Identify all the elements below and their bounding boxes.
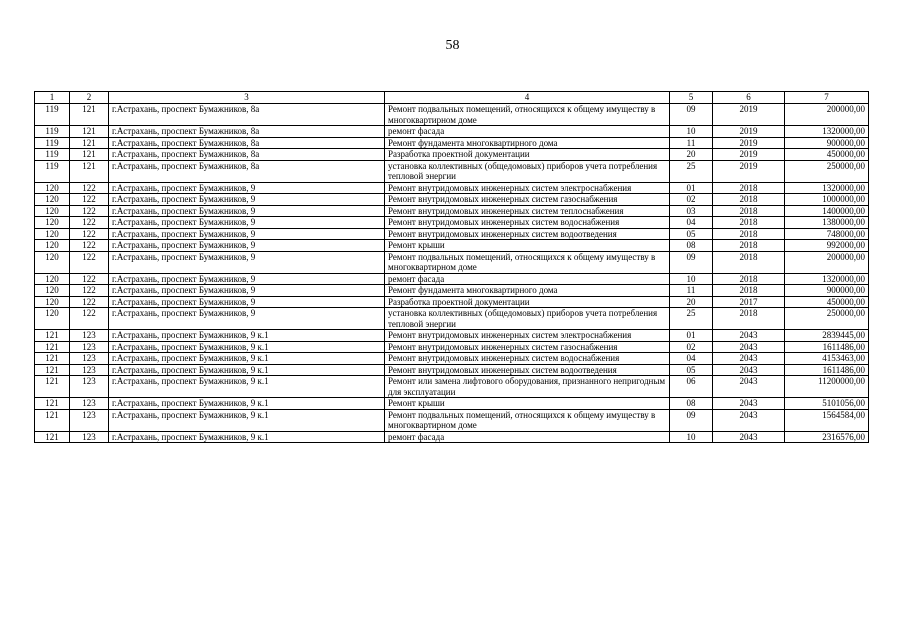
year-cell: 2018 (713, 308, 785, 330)
work-type-cell: Ремонт внутридомовых инженерных систем теплоснабжения (385, 205, 670, 217)
cost-cell: 2316576,00 (785, 431, 869, 443)
address-cell: г.Астрахань, проспект Бумажников, 9 (109, 285, 385, 297)
column-header-6: 6 (713, 92, 785, 104)
row-index-cell: 120 (35, 308, 70, 330)
year-cell: 2019 (713, 104, 785, 126)
table-row (35, 194, 869, 206)
work-code-cell: 20 (670, 149, 713, 161)
house-number-cell: 121 (70, 104, 109, 126)
row-index-cell: 119 (35, 104, 70, 126)
table-row (35, 182, 869, 194)
row-index-cell: 121 (35, 330, 70, 342)
row-index-cell: 120 (35, 273, 70, 285)
work-type-cell: установка коллективных (общедомовых) приборов учета потребления тепловой энергии (385, 308, 670, 330)
cost-cell: 250000,00 (785, 160, 869, 182)
table-row (35, 126, 869, 138)
address-cell: г.Астрахань, проспект Бумажников, 9 (109, 228, 385, 240)
work-code-cell: 08 (670, 240, 713, 252)
work-type-cell: установка коллективных (общедомовых) приборов учета потребления тепловой энергии (385, 160, 670, 182)
year-cell: 2019 (713, 137, 785, 149)
row-index-cell: 120 (35, 296, 70, 308)
house-number-cell: 123 (70, 431, 109, 443)
year-cell: 2018 (713, 205, 785, 217)
year-cell: 2043 (713, 376, 785, 398)
table-row (35, 353, 869, 365)
work-type-cell: Ремонт фундамента многоквартирного дома (385, 285, 670, 297)
house-number-cell: 123 (70, 353, 109, 365)
year-cell: 2043 (713, 330, 785, 342)
table-row (35, 341, 869, 353)
column-header-2: 2 (70, 92, 109, 104)
work-type-cell: Ремонт внутридомовых инженерных систем водоснабжения (385, 353, 670, 365)
table-row (35, 205, 869, 217)
year-cell: 2018 (713, 240, 785, 252)
address-cell: г.Астрахань, проспект Бумажников, 8а (109, 160, 385, 182)
work-code-cell: 08 (670, 398, 713, 410)
cost-cell: 5101056,00 (785, 398, 869, 410)
table-row (35, 228, 869, 240)
table-row (35, 160, 869, 182)
address-cell: г.Астрахань, проспект Бумажников, 9 (109, 217, 385, 229)
cost-cell: 1320000,00 (785, 273, 869, 285)
table-row (35, 104, 869, 126)
house-number-cell: 122 (70, 205, 109, 217)
cost-cell: 11200000,00 (785, 376, 869, 398)
house-number-cell: 122 (70, 240, 109, 252)
address-cell: г.Астрахань, проспект Бумажников, 9 к.1 (109, 431, 385, 443)
year-cell: 2018 (713, 228, 785, 240)
house-number-cell: 122 (70, 217, 109, 229)
table-row (35, 251, 869, 273)
row-index-cell: 119 (35, 160, 70, 182)
table-row (35, 376, 869, 398)
work-code-cell: 20 (670, 296, 713, 308)
work-type-cell: Ремонт подвальных помещений, относящихся к общему имуществу в многоквартирном доме (385, 251, 670, 273)
work-type-cell: Ремонт внутридомовых инженерных систем электроснабжения (385, 330, 670, 342)
address-cell: г.Астрахань, проспект Бумажников, 8а (109, 126, 385, 138)
work-type-cell: Ремонт подвальных помещений, относящихся к общему имуществу в многоквартирном доме (385, 409, 670, 431)
row-index-cell: 119 (35, 126, 70, 138)
table-row (35, 398, 869, 410)
work-code-cell: 04 (670, 217, 713, 229)
year-cell: 2043 (713, 353, 785, 365)
address-cell: г.Астрахань, проспект Бумажников, 9 к.1 (109, 376, 385, 398)
cost-cell: 200000,00 (785, 251, 869, 273)
cost-cell: 4153463,00 (785, 353, 869, 365)
address-cell: г.Астрахань, проспект Бумажников, 9 (109, 273, 385, 285)
work-type-cell: Ремонт крыши (385, 240, 670, 252)
work-code-cell: 09 (670, 409, 713, 431)
work-code-cell: 06 (670, 376, 713, 398)
work-code-cell: 01 (670, 182, 713, 194)
work-type-cell: Ремонт внутридомовых инженерных систем газоснабжения (385, 341, 670, 353)
cost-cell: 450000,00 (785, 149, 869, 161)
house-number-cell: 122 (70, 308, 109, 330)
work-type-cell: ремонт фасада (385, 126, 670, 138)
house-number-cell: 123 (70, 330, 109, 342)
year-cell: 2019 (713, 149, 785, 161)
row-index-cell: 120 (35, 228, 70, 240)
work-code-cell: 25 (670, 160, 713, 182)
row-index-cell: 121 (35, 398, 70, 410)
address-cell: г.Астрахань, проспект Бумажников, 9 к.1 (109, 364, 385, 376)
address-cell: г.Астрахань, проспект Бумажников, 8а (109, 149, 385, 161)
house-number-cell: 121 (70, 137, 109, 149)
address-cell: г.Астрахань, проспект Бумажников, 9 к.1 (109, 330, 385, 342)
work-type-cell: Разработка проектной документации (385, 149, 670, 161)
row-index-cell: 119 (35, 149, 70, 161)
row-index-cell: 121 (35, 409, 70, 431)
table-row (35, 308, 869, 330)
cost-cell: 1611486,00 (785, 341, 869, 353)
house-number-cell: 121 (70, 149, 109, 161)
work-code-cell: 10 (670, 273, 713, 285)
table-row (35, 273, 869, 285)
house-number-cell: 122 (70, 285, 109, 297)
cost-cell: 900000,00 (785, 285, 869, 297)
cost-cell: 748000,00 (785, 228, 869, 240)
cost-cell: 992000,00 (785, 240, 869, 252)
year-cell: 2043 (713, 409, 785, 431)
work-type-cell: Ремонт подвальных помещений, относящихся к общему имуществу в многоквартирном доме (385, 104, 670, 126)
table-row (35, 296, 869, 308)
cost-cell: 1380000,00 (785, 217, 869, 229)
year-cell: 2019 (713, 160, 785, 182)
work-type-cell: Ремонт фундамента многоквартирного дома (385, 137, 670, 149)
year-cell: 2018 (713, 251, 785, 273)
address-cell: г.Астрахань, проспект Бумажников, 9 к.1 (109, 353, 385, 365)
work-code-cell: 11 (670, 285, 713, 297)
year-cell: 2043 (713, 341, 785, 353)
work-type-cell: Ремонт внутридомовых инженерных систем водоснабжения (385, 217, 670, 229)
year-cell: 2018 (713, 273, 785, 285)
row-index-cell: 120 (35, 251, 70, 273)
cost-cell: 1000000,00 (785, 194, 869, 206)
table-row (35, 137, 869, 149)
row-index-cell: 119 (35, 137, 70, 149)
address-cell: г.Астрахань, проспект Бумажников, 9 (109, 182, 385, 194)
table-row (35, 217, 869, 229)
work-code-cell: 03 (670, 205, 713, 217)
column-header-7: 7 (785, 92, 869, 104)
row-index-cell: 121 (35, 376, 70, 398)
repair-registry-table (34, 91, 869, 443)
cost-cell: 1320000,00 (785, 182, 869, 194)
house-number-cell: 123 (70, 398, 109, 410)
table-row (35, 240, 869, 252)
year-cell: 2018 (713, 217, 785, 229)
house-number-cell: 122 (70, 251, 109, 273)
work-type-cell: Ремонт внутридомовых инженерных систем водоотведения (385, 364, 670, 376)
work-code-cell: 09 (670, 104, 713, 126)
work-code-cell: 11 (670, 137, 713, 149)
column-header-1: 1 (35, 92, 70, 104)
year-cell: 2043 (713, 398, 785, 410)
house-number-cell: 121 (70, 126, 109, 138)
work-code-cell: 25 (670, 308, 713, 330)
address-cell: г.Астрахань, проспект Бумажников, 9 к.1 (109, 409, 385, 431)
house-number-cell: 122 (70, 296, 109, 308)
work-code-cell: 10 (670, 126, 713, 138)
row-index-cell: 120 (35, 240, 70, 252)
cost-cell: 1320000,00 (785, 126, 869, 138)
cost-cell: 450000,00 (785, 296, 869, 308)
year-cell: 2017 (713, 296, 785, 308)
work-code-cell: 02 (670, 341, 713, 353)
address-cell: г.Астрахань, проспект Бумажников, 9 к.1 (109, 341, 385, 353)
address-cell: г.Астрахань, проспект Бумажников, 9 (109, 194, 385, 206)
page-number: 58 (445, 38, 460, 53)
table-row (35, 431, 869, 443)
address-cell: г.Астрахань, проспект Бумажников, 9 (109, 240, 385, 252)
table-row (35, 149, 869, 161)
work-type-cell: Ремонт внутридомовых инженерных систем водоотведения (385, 228, 670, 240)
work-code-cell: 05 (670, 228, 713, 240)
address-cell: г.Астрахань, проспект Бумажников, 9 (109, 296, 385, 308)
table-body (35, 104, 869, 443)
house-number-cell: 123 (70, 364, 109, 376)
column-header-4: 4 (385, 92, 670, 104)
work-code-cell: 09 (670, 251, 713, 273)
cost-cell: 2839445,00 (785, 330, 869, 342)
row-index-cell: 120 (35, 285, 70, 297)
work-code-cell: 05 (670, 364, 713, 376)
house-number-cell: 123 (70, 376, 109, 398)
work-type-cell: Ремонт крыши (385, 398, 670, 410)
house-number-cell: 123 (70, 341, 109, 353)
year-cell: 2043 (713, 364, 785, 376)
row-index-cell: 120 (35, 182, 70, 194)
table-row (35, 409, 869, 431)
address-cell: г.Астрахань, проспект Бумажников, 9 к.1 (109, 398, 385, 410)
cost-cell: 1611486,00 (785, 364, 869, 376)
work-type-cell: Ремонт или замена лифтового оборудования, признанного непригодным для эксплуатации (385, 376, 670, 398)
address-cell: г.Астрахань, проспект Бумажников, 8а (109, 104, 385, 126)
house-number-cell: 122 (70, 228, 109, 240)
table-row (35, 285, 869, 297)
cost-cell: 200000,00 (785, 104, 869, 126)
work-type-cell: Ремонт внутридомовых инженерных систем газоснабжения (385, 194, 670, 206)
work-code-cell: 02 (670, 194, 713, 206)
work-code-cell: 01 (670, 330, 713, 342)
work-type-cell: ремонт фасада (385, 273, 670, 285)
row-index-cell: 120 (35, 217, 70, 229)
house-number-cell: 122 (70, 182, 109, 194)
row-index-cell: 121 (35, 353, 70, 365)
table-header-row (35, 92, 869, 104)
cost-cell: 250000,00 (785, 308, 869, 330)
address-cell: г.Астрахань, проспект Бумажников, 8а (109, 137, 385, 149)
year-cell: 2043 (713, 431, 785, 443)
row-index-cell: 120 (35, 194, 70, 206)
work-code-cell: 04 (670, 353, 713, 365)
address-cell: г.Астрахань, проспект Бумажников, 9 (109, 251, 385, 273)
house-number-cell: 123 (70, 409, 109, 431)
work-type-cell: Ремонт внутридомовых инженерных систем электроснабжения (385, 182, 670, 194)
column-header-3: 3 (109, 92, 385, 104)
house-number-cell: 122 (70, 273, 109, 285)
table-row (35, 330, 869, 342)
year-cell: 2018 (713, 194, 785, 206)
year-cell: 2018 (713, 285, 785, 297)
work-type-cell: ремонт фасада (385, 431, 670, 443)
house-number-cell: 122 (70, 194, 109, 206)
cost-cell: 900000,00 (785, 137, 869, 149)
house-number-cell: 121 (70, 160, 109, 182)
row-index-cell: 121 (35, 364, 70, 376)
cost-cell: 1400000,00 (785, 205, 869, 217)
cost-cell: 1564584,00 (785, 409, 869, 431)
address-cell: г.Астрахань, проспект Бумажников, 9 (109, 205, 385, 217)
row-index-cell: 121 (35, 341, 70, 353)
work-type-cell: Разработка проектной документации (385, 296, 670, 308)
address-cell: г.Астрахань, проспект Бумажников, 9 (109, 308, 385, 330)
row-index-cell: 121 (35, 431, 70, 443)
table-row (35, 364, 869, 376)
row-index-cell: 120 (35, 205, 70, 217)
year-cell: 2018 (713, 182, 785, 194)
year-cell: 2019 (713, 126, 785, 138)
column-header-5: 5 (670, 92, 713, 104)
work-code-cell: 10 (670, 431, 713, 443)
